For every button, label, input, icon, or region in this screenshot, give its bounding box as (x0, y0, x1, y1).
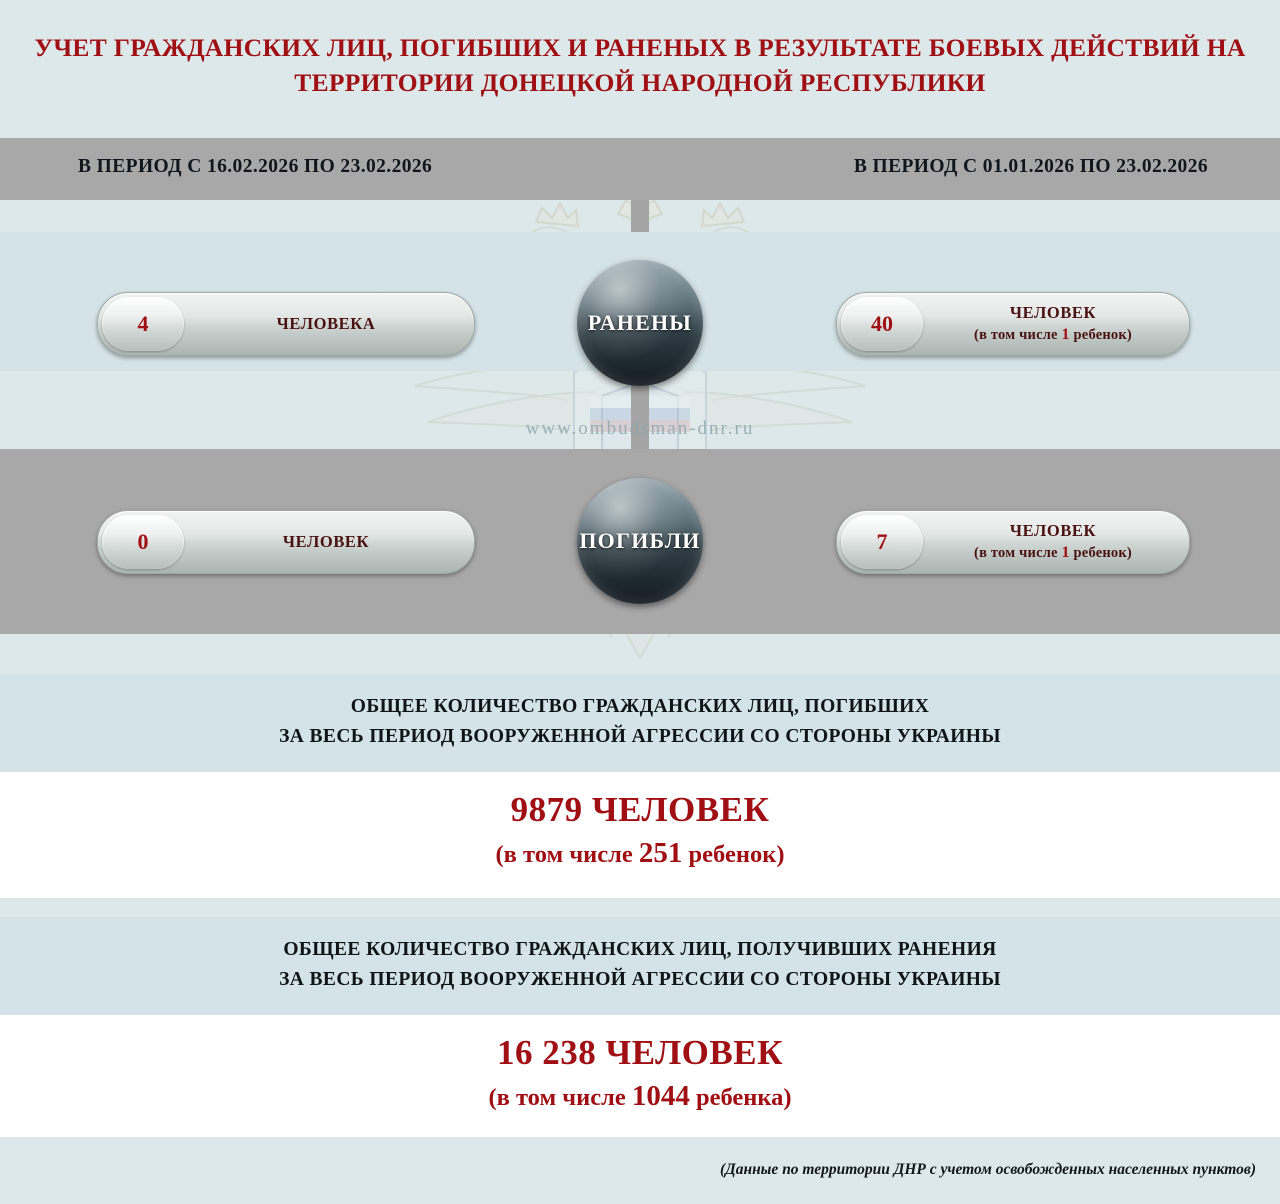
killed-right-value: 7 (876, 529, 888, 554)
killed-left-value: 0 (137, 529, 149, 554)
killed-right-children-value: 1 (1061, 543, 1070, 561)
total-killed-head-line1: ОБЩЕЕ КОЛИЧЕСТВО ГРАЖДАНСКИХ ЛИЦ, ПОГИБШИХ (350, 696, 930, 717)
killed-center-orb (577, 478, 703, 604)
wounded-right-value: 40 (871, 311, 893, 336)
total-killed-children (0, 832, 1280, 876)
total-killed-head (0, 674, 1280, 772)
total-killed-children-value: 251 (638, 837, 683, 869)
killed-left-text (188, 532, 464, 553)
wounded-right-value-knob (841, 297, 923, 351)
period-left-label: В ПЕРИОД С 16.02.2026 ПО 23.02.2026 (78, 156, 433, 177)
wounded-right-unit: ЧЕЛОВЕК (1009, 303, 1097, 323)
killed-right-text (927, 521, 1179, 563)
total-wounded-body (0, 1015, 1280, 1141)
footer-band (0, 1137, 1280, 1204)
killed-right-card (836, 510, 1190, 574)
periods-header (0, 138, 1280, 200)
wounded-left-value-knob (102, 297, 184, 351)
total-wounded-children-value: 1044 (631, 1080, 690, 1112)
wounded-right-text (927, 303, 1179, 345)
wounded-right-card (836, 292, 1190, 356)
total-killed-children-suffix: ребенок) (688, 841, 785, 868)
wounded-right-children-prefix: (в том числе (974, 326, 1058, 343)
killed-right-unit: ЧЕЛОВЕК (1009, 521, 1097, 541)
wounded-center-label: РАНЕНЫ (587, 310, 693, 335)
killed-left-value-knob (102, 515, 184, 569)
total-killed-block (0, 674, 1280, 898)
total-killed-head-line2: ЗА ВЕСЬ ПЕРИОД ВООРУЖЕННОЙ АГРЕССИИ СО СТОРОНЫ УКРАИНЫ (279, 726, 1001, 747)
total-killed-value: 9879 ЧЕЛОВЕК (510, 790, 770, 829)
killed-right-children (927, 543, 1179, 563)
total-wounded-children-suffix: ребенка) (695, 1084, 792, 1111)
wounded-right-children-suffix: ребенок) (1073, 326, 1132, 343)
total-killed-body (0, 772, 1280, 898)
killed-left-unit: ЧЕЛОВЕК (282, 531, 370, 551)
wounded-left-value: 4 (137, 311, 149, 336)
killed-center-label: ПОГИБЛИ (579, 528, 701, 553)
total-wounded-value: 16 238 ЧЕЛОВЕК (497, 1033, 783, 1072)
total-wounded-head-line1: ОБЩЕЕ КОЛИЧЕСТВО ГРАЖДАНСКИХ ЛИЦ, ПОЛУЧИВШИХ РАНЕНИЯ (283, 939, 997, 960)
footer-note: (Данные по территории ДНР с учетом освобожденных населенных пунктов) (719, 1161, 1256, 1178)
total-wounded-block (0, 917, 1280, 1141)
killed-left-card (97, 510, 475, 574)
wounded-left-text (188, 314, 464, 335)
total-wounded-children-prefix: (в том числе (488, 1084, 626, 1111)
total-wounded-head-line2: ЗА ВЕСЬ ПЕРИОД ВООРУЖЕННОЙ АГРЕССИИ СО СТОРОНЫ УКРАИНЫ (279, 969, 1001, 990)
wounded-left-unit: ЧЕЛОВЕКА (276, 313, 376, 333)
title-band (0, 0, 1280, 133)
killed-right-children-suffix: ребенок) (1073, 544, 1132, 561)
killed-right-children-prefix: (в том числе (974, 544, 1058, 561)
wounded-right-children-value: 1 (1061, 325, 1070, 343)
page-title: УЧЕТ ГРАЖДАНСКИХ ЛИЦ, ПОГИБШИХ И РАНЕНЫХ В РЕЗУЛЬТАТЕ БОЕВЫХ ДЕЙСТВИЙ НА ТЕРРИТОРИИ ДОНЕЦКОЙ НАРОДНОЙ РЕСПУБЛИКИ (34, 33, 1246, 97)
site-watermark: www.ombudsman-dnr.ru (525, 418, 755, 439)
total-wounded-children (0, 1075, 1280, 1119)
killed-right-value-knob (841, 515, 923, 569)
total-wounded-head (0, 917, 1280, 1015)
period-right-label: В ПЕРИОД С 01.01.2026 ПО 23.02.2026 (853, 156, 1208, 177)
total-killed-children-prefix: (в том числе (495, 841, 633, 868)
wounded-center-orb (577, 260, 703, 386)
wounded-right-children (927, 325, 1179, 345)
wounded-left-card (97, 292, 475, 356)
